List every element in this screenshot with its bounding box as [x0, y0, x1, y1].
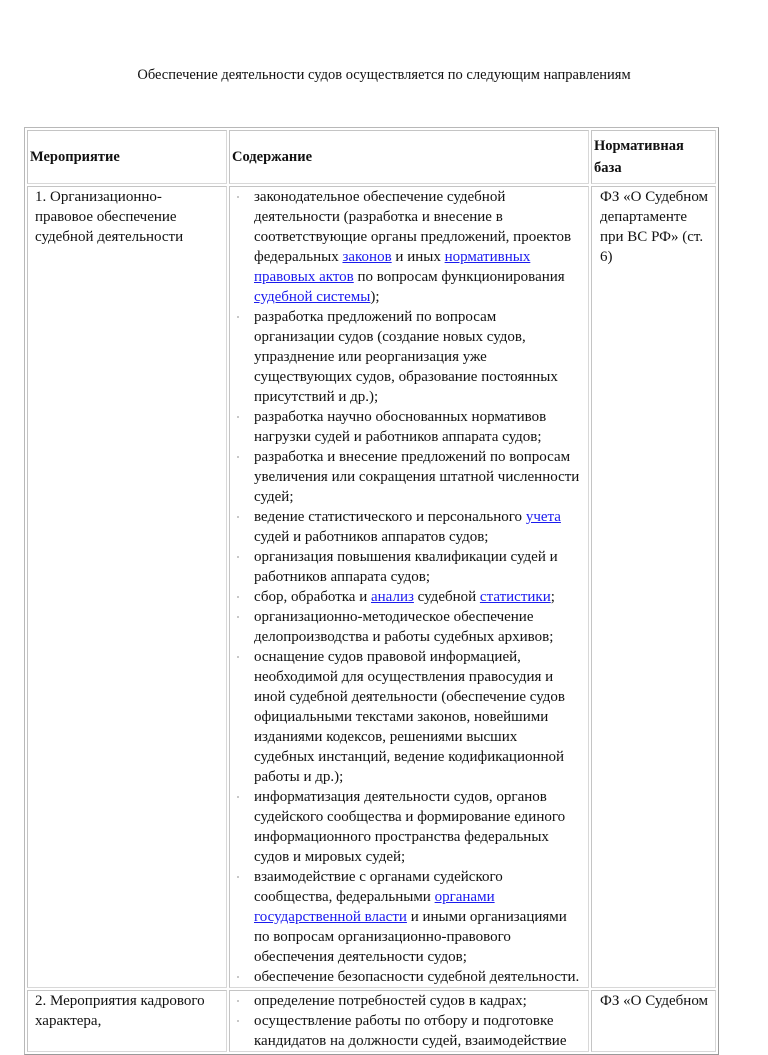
list-text: разработка предложений по вопросам организации судов (создание новых судов, упразднение или реорганизация уже существующих судов, образование постоянных присутствий и др.); [254, 309, 558, 405]
list-item [254, 1011, 580, 1051]
inline-link[interactable]: нормативных правовых актов [254, 249, 531, 285]
list-item [254, 967, 580, 987]
list-item [254, 547, 580, 587]
list-text: ведение статистического и персонального [254, 509, 526, 525]
list-text: организационно-методическое обеспечение делопроизводства и работы судебных архивов; [254, 609, 554, 645]
directions-table [24, 127, 719, 1055]
row-basis: ФЗ «О Судебном [591, 990, 716, 1052]
list-text: сбор, обработка и [254, 589, 371, 605]
list-text: законодательное обеспечение судебной деятельности (разработка и внесение в соответствующие органы предложений, проектов федеральных [254, 189, 572, 265]
list-text: взаимодействие с органами судейского сообщества, федеральными [254, 869, 503, 905]
list-text: ; [550, 589, 555, 605]
header-measure: Мероприятие [27, 130, 227, 184]
header-basis: Нормативная база [591, 130, 716, 184]
table-header-row [27, 130, 716, 184]
list-text: судебной [413, 589, 480, 605]
list-item [254, 407, 580, 447]
list-item [254, 187, 580, 307]
list-text: ); [370, 289, 380, 305]
list-text: обеспечение безопасности судебной деятельности. [254, 969, 580, 985]
list-text: определение потребностей судов в кадрах; [254, 993, 527, 1009]
list-text: организация повышения квалификации судей и работников аппарата судов; [254, 549, 558, 585]
list-item [254, 447, 580, 507]
list-text: оснащение судов правовой информацией, необходимой для осуществления правосудия и иной судебной деятельности (обеспечение судов официальными текстами законов, новейшими изданиями кодексов, решениями высших судебных инстанций, ведение кодификационной работы и др.); [254, 649, 566, 785]
row-measure: 2. Мероприятия кадрового характера, [27, 990, 227, 1052]
list-text: разработка научно обоснованных нормативов нагрузки судей и работников аппарата судов; [254, 409, 547, 445]
content-list [238, 187, 580, 987]
row-basis: ФЗ «О Судебном департаменте при ВС РФ» (ст. 6) [591, 186, 716, 988]
page-title: Обеспечение деятельности судов осуществляется по следующим направлениям [137, 67, 631, 83]
list-item [254, 587, 580, 607]
row-content [229, 186, 589, 988]
content-list [238, 991, 580, 1051]
table-row [27, 186, 716, 988]
inline-link[interactable]: законов [342, 249, 392, 265]
inline-link[interactable]: органами государственной власти [254, 889, 495, 925]
inline-link[interactable]: учета [525, 509, 561, 525]
list-text: разработка и внесение предложений по вопросам увеличения или сокращения штатной численности судей; [254, 449, 580, 505]
inline-link[interactable]: анализ [371, 589, 414, 605]
row-content [229, 990, 589, 1052]
list-text: и иных [391, 249, 445, 265]
inline-link[interactable]: статистики [479, 589, 551, 605]
header-content: Содержание [229, 130, 589, 184]
list-item [254, 607, 580, 647]
list-item [254, 867, 580, 967]
row-measure: 1. Организационно-правовое обеспечение судебной деятельности [27, 186, 227, 988]
list-text: информатизация деятельности судов, органов судейского сообщества и формирование единого информационного пространства федеральных судов и мировых судей; [254, 789, 566, 865]
table-row [27, 990, 716, 1052]
list-text: судей и работников аппаратов судов; [254, 529, 489, 545]
list-item [254, 647, 580, 787]
list-item [254, 307, 580, 407]
list-text: по вопросам функционирования [353, 269, 565, 285]
list-item [254, 991, 580, 1011]
inline-link[interactable]: судебной системы [254, 289, 371, 305]
list-text: и иными организациями по вопросам организационно-правового обеспечения деятельности судов; [254, 909, 567, 965]
list-item [254, 787, 580, 867]
list-text: осуществление работы по отбору и подготовке кандидатов на должности судей, взаимодействие [254, 1013, 567, 1049]
list-item [254, 507, 580, 547]
